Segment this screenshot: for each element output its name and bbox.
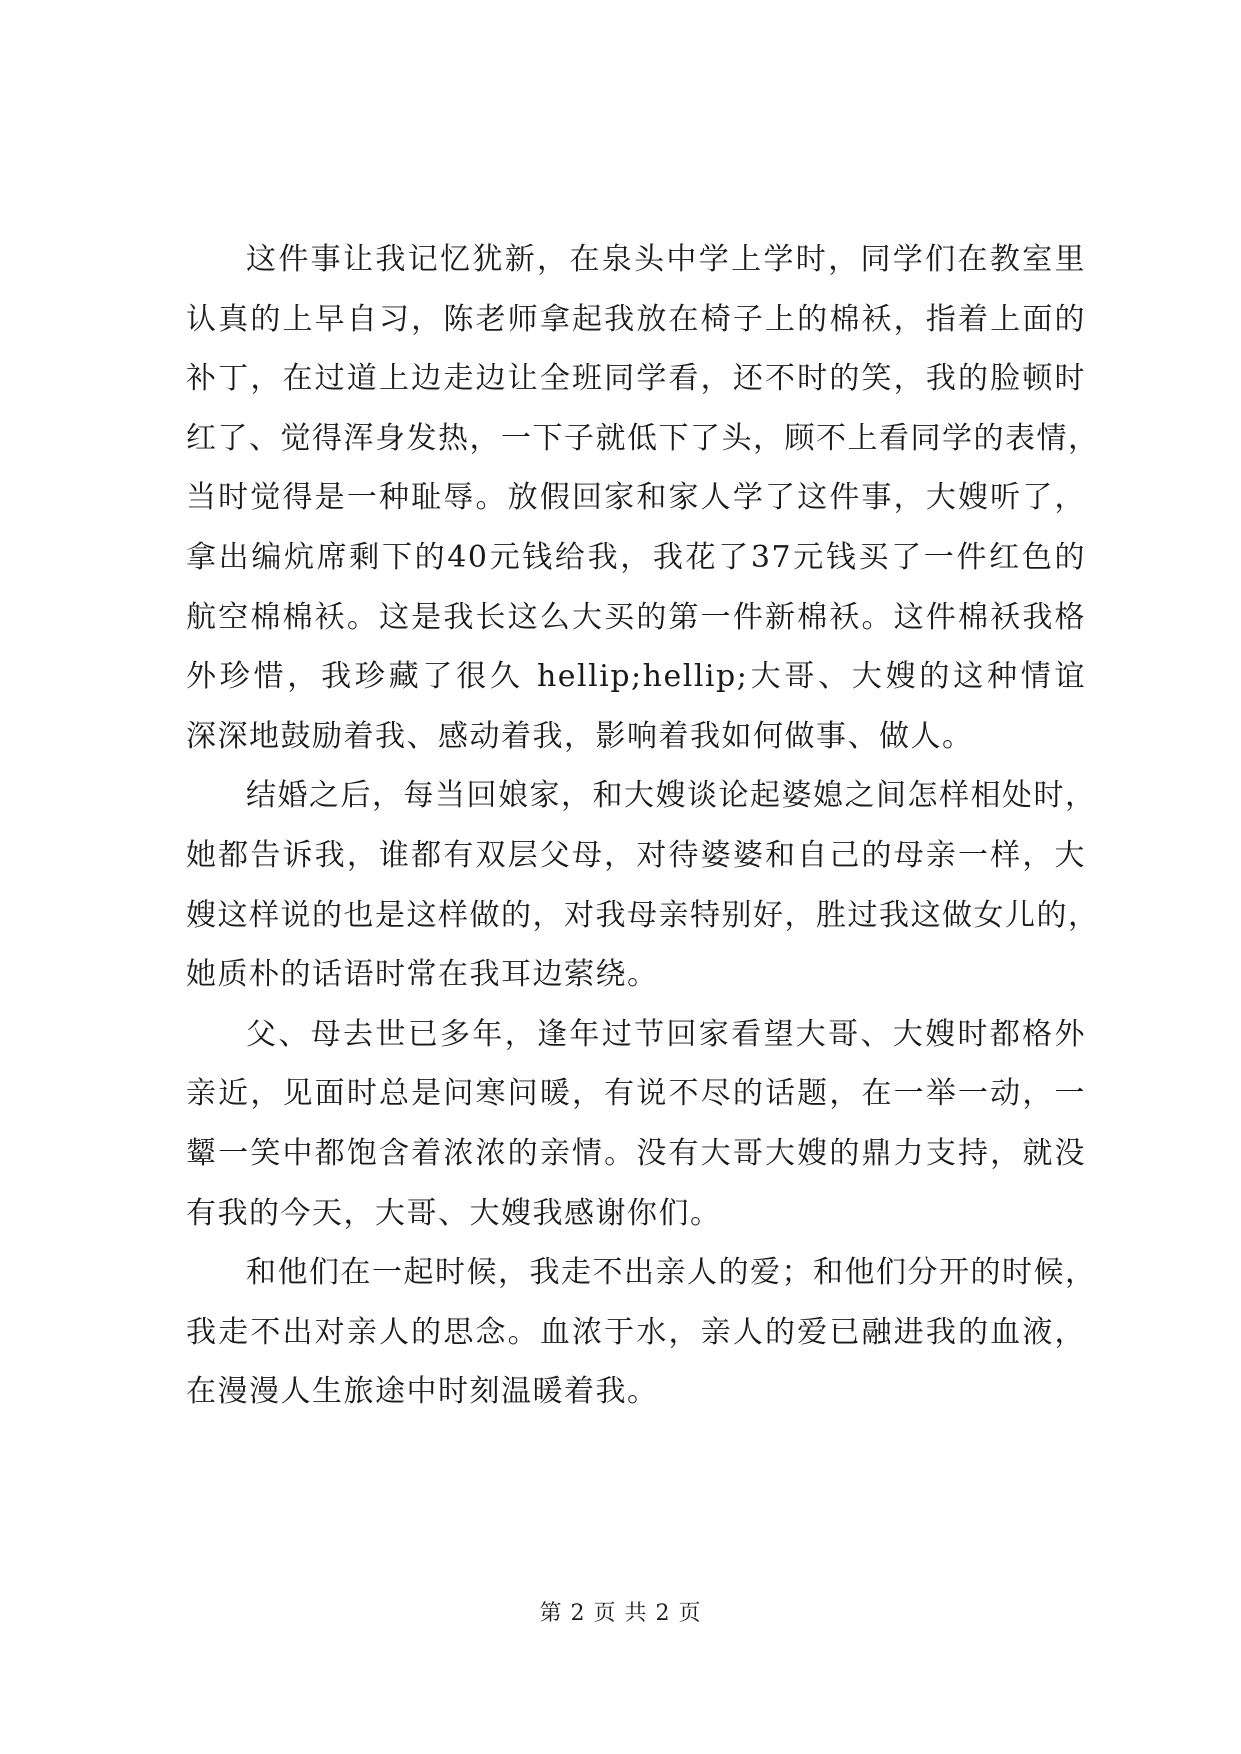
text-line: 航空棉棉袄。这是我长这么大买的第一件新棉袄。这件棉袄我格 [186,599,1086,635]
document-body [186,230,1100,1422]
text-line: 拿出编炕席剩下的40元钱给我，我花了37元钱买了一件红色的 [186,539,1086,575]
paragraph [186,766,1100,1004]
text-line: 当时觉得是一种耻辱。放假回家和家人学了这件事，大嫂听了， [186,480,1086,516]
text-line: 我走不出对亲人的思念。血浓于水，亲人的爱已融进我的血液， [186,1314,1086,1350]
page-number-footer: 第 2 页 共 2 页 [539,1601,702,1626]
text-line: 父、母去世已多年，逢年过节回家看望大哥、大嫂时都格外 [246,1016,1086,1052]
text-line: 结婚之后，每当回娘家，和大嫂谈论起婆媳之间怎样相处时， [246,778,1097,814]
text-line: 嫂这样说的也是这样做的，对我母亲特别好，胜过我这做女儿的， [186,897,1100,933]
text-line: 她质朴的话语时常在我耳边萦绕。 [186,957,659,993]
paragraph [186,1243,1097,1422]
text-line: 这件事让我记忆犹新，在泉头中学上学时，同学们在教室里 [246,242,1086,277]
text-line: 她都告诉我，谁都有双层父母，对待婆婆和自己的母亲一样，大 [186,837,1086,873]
text-line: 颦一笑中都饱含着浓浓的亲情。没有大哥大嫂的鼎力支持，就没 [186,1135,1086,1171]
text-line: 外珍惜，我珍藏了很久 hellip;hellip;大哥、大嫂的这种情谊 [186,659,1086,695]
text-line: 深深地鼓励着我、感动着我，影响着我如何做事、做人。 [186,718,974,754]
text-line: 和他们在一起时候，我走不出亲人的爱；和他们分开的时候， [246,1255,1097,1291]
text-line: 亲近，见面时总是问寒问暖，有说不尽的话题，在一举一动，一 [186,1076,1086,1112]
text-line: 有我的今天，大哥、大嫂我感谢你们。 [186,1195,722,1231]
paragraph [186,230,1100,766]
text-line: 认真的上早自习，陈老师拿起我放在椅子上的棉袄，指着上面的 [186,301,1086,337]
text-line: 在漫漫人生旅途中时刻温暖着我。 [186,1374,659,1410]
text-line: 红了、觉得浑身发热，一下子就低下了头，顾不上看同学的表情， [186,420,1100,456]
text-line: 补丁，在过道上边走边让全班同学看，还不时的笑，我的脸顿时 [186,361,1086,397]
paragraph [186,1005,1086,1243]
